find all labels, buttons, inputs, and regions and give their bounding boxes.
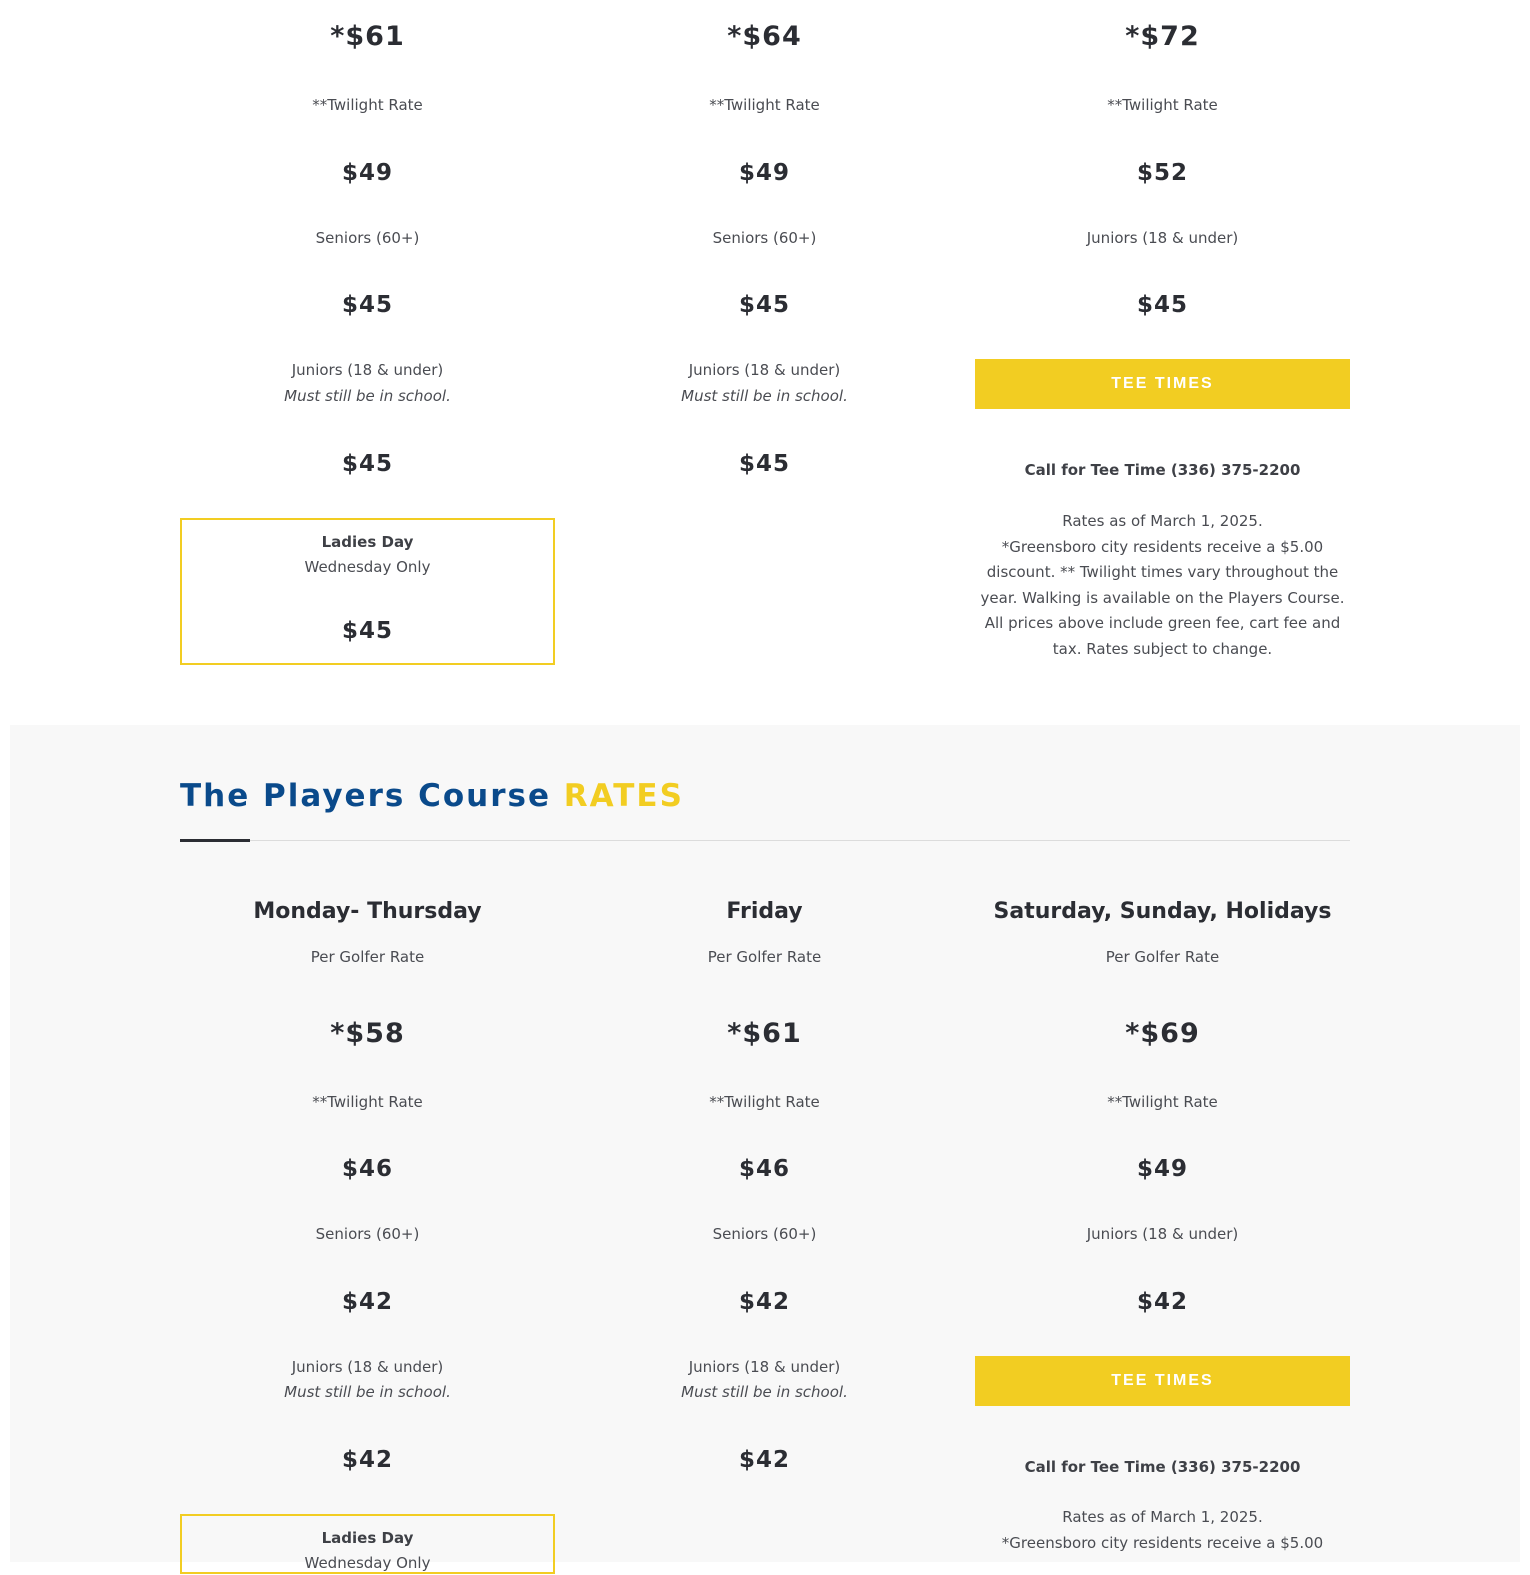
players-course-section <box>10 725 1520 1562</box>
twilight-label: **Twilight Rate <box>709 1093 820 1111</box>
juniors-label: Juniors (18 & under) <box>1086 229 1239 247</box>
juniors-label: Juniors (18 & under) <box>291 361 444 379</box>
juniors-label: Juniors (18 & under) <box>1086 1225 1239 1243</box>
twilight-label: **Twilight Rate <box>1107 1093 1218 1111</box>
ladies-day-box <box>180 1514 555 1574</box>
twilight-price: $49 <box>1136 1156 1188 1182</box>
twilight-price: $52 <box>1136 160 1188 186</box>
tee-times-button[interactable]: TEE TIMES <box>975 359 1350 409</box>
twilight-label: **Twilight Rate <box>709 96 820 114</box>
base-price: *$72 <box>1125 21 1200 52</box>
ladies-day-box <box>180 518 555 665</box>
section-title <box>180 776 1350 816</box>
seniors-label: Seniors (60+) <box>315 229 420 247</box>
rates-note-line: tax. Rates subject to change. <box>1052 639 1273 658</box>
twilight-label: **Twilight Rate <box>1107 96 1218 114</box>
twilight-price: $49 <box>341 160 393 186</box>
seniors-price: $45 <box>738 292 790 318</box>
base-price: *$69 <box>1125 1018 1200 1049</box>
base-price: *$61 <box>727 1018 802 1049</box>
seniors-label: Seniors (60+) <box>712 1225 817 1243</box>
per-golfer-label: Per Golfer Rate <box>707 948 822 966</box>
juniors-note: Must still be in school. <box>681 387 848 405</box>
juniors-price: $45 <box>341 451 393 477</box>
ladies-day-title: Ladies Day <box>321 1529 414 1547</box>
call-tee-time-text: Call for Tee Time (336) 375-2200 <box>1024 1458 1301 1476</box>
rates-note-line: year. Walking is available on the Players Course. <box>980 588 1345 607</box>
seniors-price: $42 <box>738 1289 790 1315</box>
twilight-label: **Twilight Rate <box>312 1093 423 1111</box>
section-divider <box>180 840 1350 841</box>
seniors-label: Seniors (60+) <box>315 1225 420 1243</box>
juniors-label: Juniors (18 & under) <box>291 1358 444 1376</box>
section-divider-accent <box>180 839 250 842</box>
day-heading: Friday <box>726 899 803 924</box>
juniors-note: Must still be in school. <box>284 1383 451 1401</box>
twilight-price: $49 <box>738 160 790 186</box>
rates-notes <box>975 1505 1350 1556</box>
juniors-price: $42 <box>1136 1289 1188 1315</box>
call-tee-time-text: Call for Tee Time (336) 375-2200 <box>1024 461 1301 479</box>
ladies-day-subtitle: Wednesday Only <box>304 558 431 576</box>
juniors-note: Must still be in school. <box>681 1383 848 1401</box>
seniors-price: $45 <box>341 292 393 318</box>
ladies-day-price: $45 <box>341 618 393 644</box>
rates-note-line: discount. ** Twilight times vary throughout the <box>986 563 1339 582</box>
twilight-label: **Twilight Rate <box>312 96 423 114</box>
day-heading: Saturday, Sunday, Holidays <box>993 899 1332 924</box>
section-title-main: The Players Course <box>180 778 551 814</box>
per-golfer-label: Per Golfer Rate <box>1105 948 1220 966</box>
seniors-price: $42 <box>341 1289 393 1315</box>
rates-note-line: *Greensboro city residents receive a $5.00 <box>1001 1533 1324 1552</box>
rates-note-line: *Greensboro city residents receive a $5.00 <box>1001 537 1324 556</box>
juniors-label: Juniors (18 & under) <box>688 361 841 379</box>
twilight-price: $46 <box>738 1156 790 1182</box>
tee-times-button[interactable]: TEE TIMES <box>975 1356 1350 1406</box>
juniors-price: $45 <box>738 451 790 477</box>
juniors-label: Juniors (18 & under) <box>688 1358 841 1376</box>
base-price: *$64 <box>727 21 802 52</box>
rates-notes <box>975 509 1350 663</box>
juniors-price: $42 <box>341 1447 393 1473</box>
per-golfer-label: Per Golfer Rate <box>310 948 425 966</box>
section-title-accent: RATES <box>563 778 684 814</box>
juniors-note: Must still be in school. <box>284 387 451 405</box>
day-heading: Monday- Thursday <box>253 899 482 924</box>
juniors-price: $42 <box>738 1447 790 1473</box>
rates-note-line: Rates as of March 1, 2025. <box>1062 1508 1263 1526</box>
seniors-label: Seniors (60+) <box>712 229 817 247</box>
twilight-price: $46 <box>341 1156 393 1182</box>
ladies-day-title: Ladies Day <box>321 533 414 551</box>
base-price: *$61 <box>330 21 405 52</box>
base-price: *$58 <box>330 1018 405 1049</box>
juniors-price: $45 <box>1136 292 1188 318</box>
ladies-day-subtitle: Wednesday Only <box>304 1554 431 1572</box>
rates-note-line: Rates as of March 1, 2025. <box>1062 512 1263 530</box>
rates-note-line: All prices above include green fee, cart fee and <box>984 614 1341 633</box>
